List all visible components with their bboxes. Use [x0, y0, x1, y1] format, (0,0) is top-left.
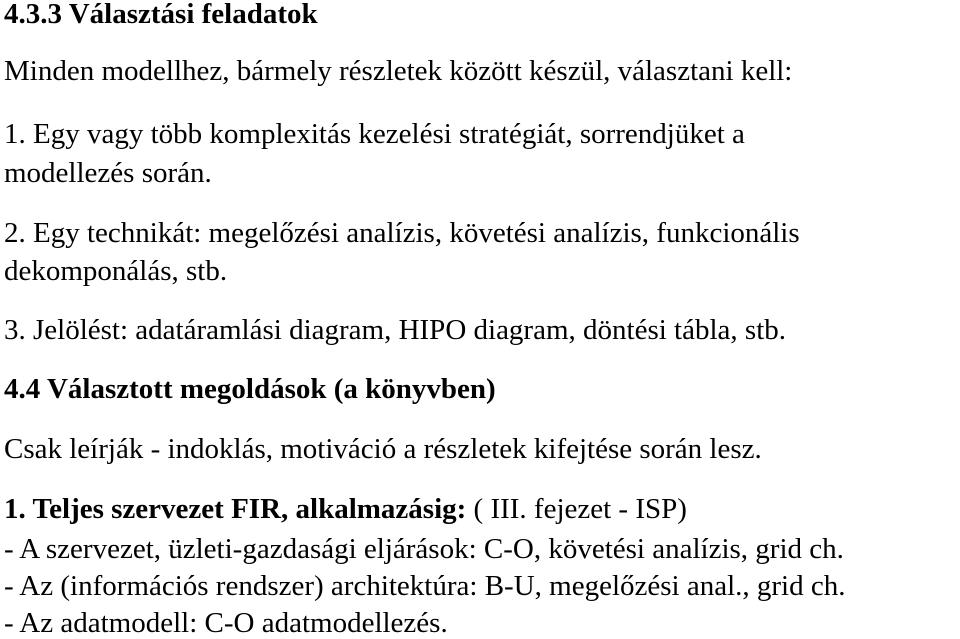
dash-item-architecture: - Az (információs rendszer) architektúra: B-U, megelőzési anal., grid ch. — [4, 570, 846, 602]
list-item-1-bold-label: 1. Teljes szervezet FIR, alkalmazásig: — [4, 493, 467, 525]
list-item-1-line-1: 1. Egy vagy több komplexitás kezelési stratégiát, sorrendjüket a — [4, 118, 745, 150]
section-heading-4-4: 4.4 Választott megoldások (a könyvben) — [4, 373, 496, 405]
list-item-3: 3. Jelölést: adatáramlási diagram, HIPO diagram, döntési tábla, stb. — [4, 314, 786, 346]
section-intro-text-2: Csak leírják - indoklás, motiváció a részletek kifejtése során lesz. — [4, 433, 762, 465]
section-heading-4-3-3: 4.3.3 Választási feladatok — [4, 0, 318, 30]
list-item-2-line-2: dekomponálás, stb. — [4, 255, 228, 287]
list-item-1-chapter-ref: ( III. fejezet - ISP) — [466, 493, 687, 525]
list-item-1-isp — [4, 495, 687, 524]
dash-item-data-model: - Az adatmodell: C-O adatmodellezés. — [4, 607, 448, 639]
list-item-2-line-1: 2. Egy technikát: megelőzési analízis, követési analízis, funkcionális — [4, 217, 800, 249]
section-intro-text: Minden modellhez, bármely részletek között készül, választani kell: — [4, 55, 793, 87]
list-item-1-line-2: modellezés során. — [4, 157, 212, 189]
dash-item-organization: - A szervezet, üzleti-gazdasági eljárások: C-O, követési analízis, grid ch. — [4, 533, 844, 565]
